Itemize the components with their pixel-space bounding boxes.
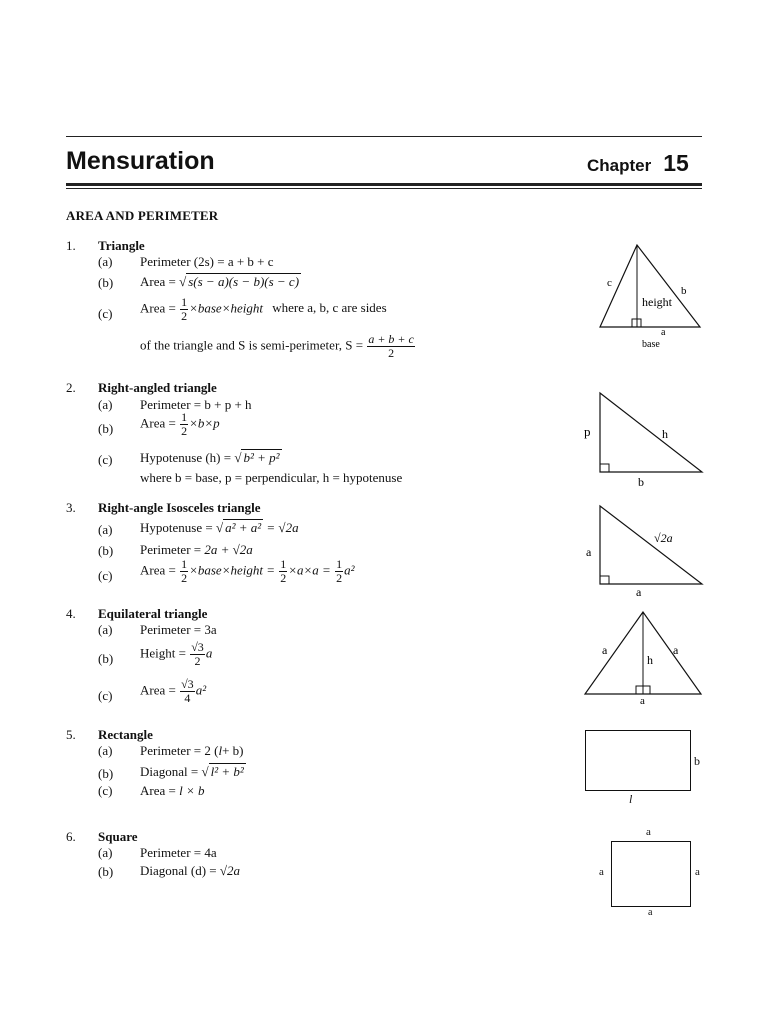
- item-label: (c): [98, 452, 113, 467]
- formula-expr: l² + b²: [210, 764, 244, 779]
- formula-expr: a² + a²: [225, 520, 262, 535]
- formula-expr: ×base×height: [189, 300, 263, 316]
- label-base: a: [640, 695, 645, 707]
- item-label: (b): [98, 766, 114, 781]
- formula-lhs: Area =: [140, 562, 176, 578]
- sqrt-sign: √: [201, 764, 209, 779]
- isosceles-triangle-figure: [580, 500, 710, 600]
- formula-lhs: Area =: [140, 274, 176, 289]
- frac-denominator: 2: [181, 571, 188, 585]
- formula-expr: l × b: [179, 783, 205, 798]
- chapter-badge: [587, 150, 689, 177]
- item-label: (c): [98, 568, 113, 583]
- topic-heading: Right-angle Isosceles triangle: [98, 500, 261, 515]
- frac-denominator: 2: [181, 424, 188, 438]
- formula-lhs: Area =: [140, 682, 176, 698]
- frac-numerator: a + b + c: [368, 332, 414, 346]
- topic-heading: Rectangle: [98, 727, 153, 742]
- label-height: height: [642, 295, 672, 309]
- frac-numerator: √3: [191, 640, 204, 654]
- sqrt-sign: √: [179, 274, 187, 289]
- rectangle-shape: [585, 730, 691, 791]
- formula-expr: b² + p²: [243, 450, 280, 465]
- item-label: (b): [98, 651, 114, 666]
- item-label: (a): [98, 522, 113, 537]
- formula-tail: + b): [222, 743, 244, 758]
- label-left: a: [602, 643, 608, 657]
- formula-lhs: Hypotenuse (h) =: [140, 450, 232, 465]
- formula-expr: l: [218, 743, 223, 758]
- formula-rhs: = √2a: [266, 520, 299, 535]
- square-label-right: a: [695, 866, 700, 878]
- formula-lhs: Area =: [140, 300, 176, 316]
- formula-text: [140, 641, 212, 668]
- fraction: [180, 678, 195, 705]
- formula-lhs: Perimeter =: [140, 542, 202, 557]
- label-c: c: [607, 277, 612, 289]
- rectangle-label-b: b: [694, 754, 700, 768]
- item-label: (a): [98, 254, 113, 269]
- label-side: a: [586, 545, 592, 559]
- formula-lhs: Hypotenuse =: [140, 520, 213, 535]
- frac-denominator: 2: [280, 571, 287, 585]
- fraction: [367, 333, 415, 360]
- formula-tail: where a, b, c are sides: [272, 300, 387, 316]
- right-triangle-figure: [580, 388, 710, 490]
- frac-numerator: 1: [280, 557, 287, 571]
- formula-text: [140, 542, 253, 558]
- section-title: AREA AND PERIMETER: [66, 208, 219, 223]
- chapter-number: 15: [663, 150, 689, 176]
- label-b: b: [681, 285, 687, 297]
- formula-text: [140, 520, 299, 536]
- chapter-label: Chapter: [587, 156, 652, 175]
- item-label: (b): [98, 543, 114, 558]
- right-triangle-outline: [600, 393, 702, 472]
- square-label-left: a: [599, 866, 604, 878]
- chapter-title: Mensuration: [66, 147, 215, 175]
- header-bottom-rule-thick: [66, 183, 702, 186]
- item-label: (a): [98, 622, 113, 637]
- topic-heading: Triangle: [98, 238, 145, 253]
- topic-heading: Equilateral triangle: [98, 606, 208, 621]
- label-base: base: [642, 339, 660, 350]
- topic-number: 6.: [66, 829, 76, 844]
- item-label: (c): [98, 783, 113, 798]
- rectangle-label-l: l: [629, 792, 633, 806]
- frac-denominator: 2: [181, 309, 188, 323]
- equilateral-triangle-figure: [582, 608, 707, 710]
- formula-expr: a²: [195, 682, 207, 698]
- formula-text: Perimeter = b + p + h: [140, 397, 252, 412]
- topic-number: 3.: [66, 500, 76, 515]
- frac-numerator: √3: [181, 677, 194, 691]
- formula-text: [140, 558, 354, 585]
- topic-number: 1.: [66, 238, 76, 253]
- sqrt-sign: √: [234, 450, 242, 465]
- formula-text: [140, 783, 204, 799]
- header-bottom-rule-thin: [66, 188, 702, 189]
- header-top-rule: [66, 136, 702, 137]
- topic-number: 4.: [66, 606, 76, 621]
- formula-text: [140, 333, 416, 360]
- formula-lhs: Diagonal =: [140, 764, 199, 779]
- label-h: h: [647, 653, 653, 667]
- formula-text: [140, 450, 282, 466]
- formula-text: [140, 274, 301, 290]
- formula-text: [140, 678, 206, 705]
- item-label: (b): [98, 275, 114, 290]
- label-p: p: [584, 424, 591, 439]
- label-h: h: [662, 427, 668, 441]
- right-angle-mark: [600, 464, 609, 472]
- label-hypotenuse: √2a: [654, 531, 673, 545]
- triangle-figure: [595, 240, 710, 355]
- formula-expr: 2a + √2a: [204, 542, 253, 557]
- item-label: (c): [98, 306, 113, 321]
- formula-text: [140, 743, 244, 759]
- item-label: (b): [98, 864, 114, 879]
- right-angle-mark: [600, 576, 609, 584]
- label-b: b: [638, 475, 644, 489]
- item-label: (a): [98, 845, 113, 860]
- formula-lhs: of the triangle and S is semi-perimeter, S =: [140, 337, 364, 353]
- formula-expr: √2a: [219, 863, 241, 878]
- formula-expr-3: a²: [344, 562, 355, 578]
- formula-text: [140, 863, 240, 879]
- frac-numerator: 1: [336, 557, 343, 571]
- formula-text: Perimeter (2s) = a + b + c: [140, 254, 274, 269]
- formula-text: Perimeter = 4a: [140, 845, 217, 860]
- sqrt-sign: √: [215, 520, 224, 535]
- topic-number: 5.: [66, 727, 76, 742]
- square-label-bottom: a: [648, 907, 653, 918]
- item-label: (c): [98, 688, 113, 703]
- frac-denominator: 2: [388, 346, 395, 360]
- formula-lhs: Area =: [140, 415, 176, 431]
- formula-expr: ×base×height =: [189, 562, 275, 578]
- formula-expr-2: ×a×a =: [288, 562, 331, 578]
- fraction: [180, 558, 188, 585]
- fraction: [180, 296, 188, 323]
- formula-text: [140, 764, 246, 780]
- item-label: (a): [98, 397, 113, 412]
- formula-expr: ×b×p: [189, 415, 220, 431]
- fraction: [279, 558, 287, 585]
- frac-denominator: 4: [184, 691, 191, 705]
- frac-denominator: 2: [336, 571, 343, 585]
- formula-lhs: Diagonal (d) =: [140, 863, 217, 878]
- topic-number: 2.: [66, 380, 76, 395]
- item-label: (a): [98, 743, 113, 758]
- fraction: [180, 411, 188, 438]
- frac-numerator: 1: [181, 557, 188, 571]
- formula-expr: s(s − a)(s − b)(s − c): [188, 274, 300, 289]
- label-a: a: [661, 327, 666, 338]
- formula-lhs: Perimeter = 2 (: [140, 743, 219, 758]
- frac-numerator: 1: [181, 410, 188, 424]
- frac-denominator: 2: [194, 654, 201, 668]
- isosceles-outline: [600, 506, 702, 584]
- fraction: [190, 641, 205, 668]
- square-label-top: a: [646, 826, 651, 838]
- formula-lhs: Height =: [140, 645, 186, 661]
- label-base: a: [636, 585, 642, 599]
- formula-lhs: Area =: [140, 783, 176, 798]
- formula-expr: a: [205, 645, 213, 661]
- formula-text: [140, 411, 220, 438]
- frac-numerator: 1: [181, 295, 188, 309]
- item-label: (b): [98, 421, 114, 436]
- label-right: a: [673, 643, 679, 657]
- formula-text: Perimeter = 3a: [140, 622, 217, 637]
- fraction: [335, 558, 343, 585]
- topic-heading: Square: [98, 829, 138, 844]
- formula-note: where b = base, p = perpendicular, h = hypotenuse: [140, 470, 403, 485]
- topic-heading: Right-angled triangle: [98, 380, 217, 395]
- formula-text: [140, 296, 387, 323]
- square-shape: [611, 841, 691, 907]
